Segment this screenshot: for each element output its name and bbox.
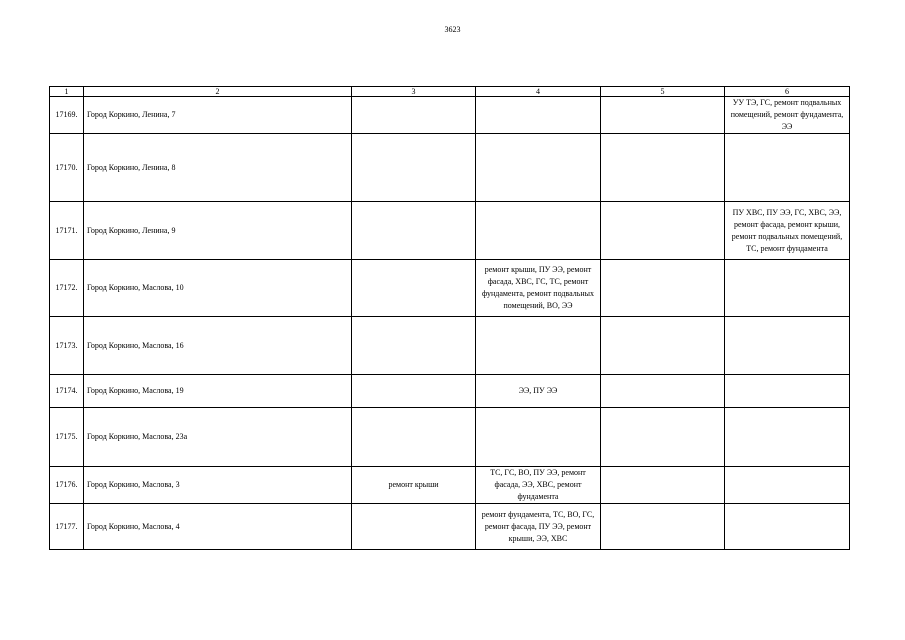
address-cell: Город Коркино, Маслова, 16	[84, 317, 352, 375]
row-number: 17171.	[50, 202, 84, 260]
row-number: 17170.	[50, 134, 84, 202]
column-3-cell	[352, 134, 476, 202]
column-3-cell	[352, 375, 476, 408]
row-number: 17173.	[50, 317, 84, 375]
column-5-cell	[601, 134, 725, 202]
row-number: 17169.	[50, 97, 84, 134]
column-4-cell	[476, 408, 601, 467]
column-header: 3	[352, 87, 476, 97]
column-5-cell	[601, 467, 725, 504]
table-row	[50, 375, 850, 408]
address-cell: Город Коркино, Маслова, 23а	[84, 408, 352, 467]
registry-table	[49, 86, 850, 550]
row-number: 17177.	[50, 504, 84, 550]
table-row	[50, 97, 850, 134]
column-3-cell	[352, 97, 476, 134]
column-header: 6	[725, 87, 850, 97]
column-6-cell	[725, 317, 850, 375]
column-3-cell: ремонт крыши	[352, 467, 476, 504]
address-cell: Город Коркино, Маслова, 3	[84, 467, 352, 504]
column-4-cell: ТС, ГС, ВО, ПУ ЭЭ, ремонт фасада, ЭЭ, ХВС, ремонт фундамента	[476, 467, 601, 504]
address-cell: Город Коркино, Маслова, 4	[84, 504, 352, 550]
row-number: 17176.	[50, 467, 84, 504]
column-6-cell	[725, 134, 850, 202]
column-header: 1	[50, 87, 84, 97]
page-number: 3623	[444, 25, 461, 34]
table-row	[50, 202, 850, 260]
column-header: 4	[476, 87, 601, 97]
address-cell: Город Коркино, Ленина, 9	[84, 202, 352, 260]
table-row	[50, 134, 850, 202]
address-cell: Город Коркино, Маслова, 19	[84, 375, 352, 408]
column-5-cell	[601, 504, 725, 550]
table-row	[50, 260, 850, 317]
column-4-cell: ремонт фундамента, ТС, ВО, ГС, ремонт фасада, ПУ ЭЭ, ремонт крыши, ЭЭ, ХВС	[476, 504, 601, 550]
column-4-cell: ЭЭ, ПУ ЭЭ	[476, 375, 601, 408]
column-3-cell	[352, 408, 476, 467]
column-5-cell	[601, 317, 725, 375]
column-4-cell	[476, 317, 601, 375]
table-row	[50, 408, 850, 467]
address-cell: Город Коркино, Ленина, 7	[84, 97, 352, 134]
column-6-cell	[725, 375, 850, 408]
row-number: 17175.	[50, 408, 84, 467]
address-cell: Город Коркино, Маслова, 10	[84, 260, 352, 317]
row-number: 17174.	[50, 375, 84, 408]
column-5-cell	[601, 408, 725, 467]
column-5-cell	[601, 375, 725, 408]
column-3-cell	[352, 317, 476, 375]
column-6-cell	[725, 504, 850, 550]
column-3-cell	[352, 260, 476, 317]
column-6-cell	[725, 408, 850, 467]
table-row	[50, 504, 850, 550]
column-5-cell	[601, 202, 725, 260]
column-6-cell: ПУ ХВС, ПУ ЭЭ, ГС, ХВС, ЭЭ, ремонт фасада, ремонт крыши, ремонт подвальных помещений, ТС, ремонт фундамента	[725, 202, 850, 260]
column-header: 5	[601, 87, 725, 97]
column-6-cell	[725, 260, 850, 317]
column-5-cell	[601, 260, 725, 317]
column-6-cell	[725, 467, 850, 504]
column-3-cell	[352, 202, 476, 260]
row-number: 17172.	[50, 260, 84, 317]
table-row	[50, 467, 850, 504]
column-4-cell	[476, 202, 601, 260]
column-header: 2	[84, 87, 352, 97]
table-row	[50, 317, 850, 375]
column-4-cell	[476, 134, 601, 202]
column-4-cell	[476, 97, 601, 134]
column-5-cell	[601, 97, 725, 134]
address-cell: Город Коркино, Ленина, 8	[84, 134, 352, 202]
column-6-cell: УУ ТЭ, ГС, ремонт подвальных помещений, ремонт фундамента, ЭЭ	[725, 97, 850, 134]
column-4-cell: ремонт крыши, ПУ ЭЭ, ремонт фасада, ХВС, ГС, ТС, ремонт фундамента, ремонт подвальных помещений, ВО, ЭЭ	[476, 260, 601, 317]
column-3-cell	[352, 504, 476, 550]
column-number-row	[50, 87, 850, 97]
